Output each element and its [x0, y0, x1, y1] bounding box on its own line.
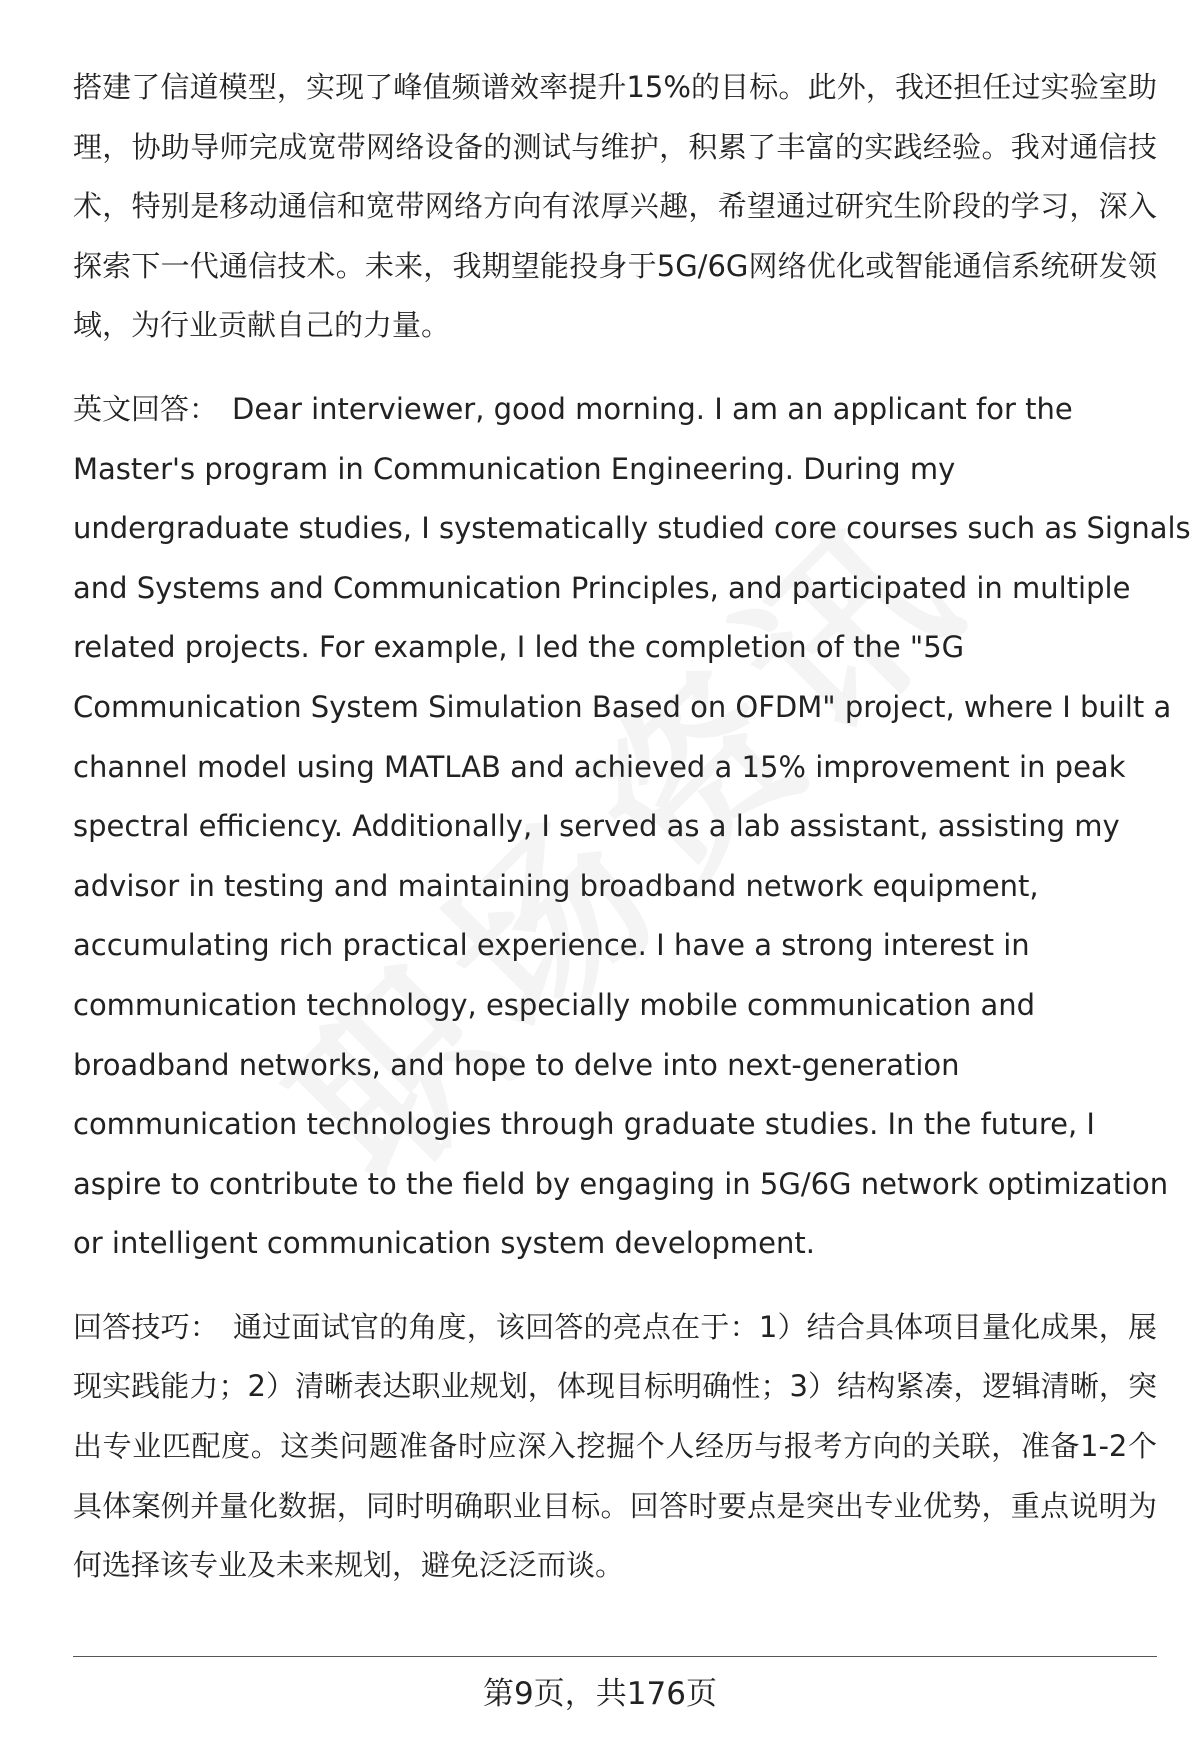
english-answer-text: communication technology, especially mobile communication and	[73, 987, 1036, 1022]
english-answer-line	[73, 1036, 1157, 1096]
page-number: 第9页，共176页	[483, 1676, 717, 1712]
english-answer-line	[73, 916, 1157, 976]
answer-tips-label: 回答技巧：	[73, 1309, 220, 1344]
english-answer-text: undergraduate studies, I systematically studied core courses such as Signals	[73, 511, 1191, 546]
english-answer-line	[73, 618, 1157, 678]
english-answer-text: accumulating rich practical experience. I have a strong interest in	[73, 928, 1030, 963]
answer-tips-text: 通过面试官的角度，该回答的亮点在于：1）结合具体项目量化成果，展现实践能力；2）清晰表达职业规划，体现目标明确性；3）结构紧凑，逻辑清晰，突出专业匹配度。这类问题准备时应深入挖掘个人经历与报考方向的关联，准备1-2个具体案例并量化数据，同时明确职业目标。回答时要点是突出专业优势，重点说明为何选择该专业及未来规划，避免泛泛而谈。	[73, 1309, 1157, 1583]
english-answer-text: communication technologies through graduate studies. In the future, I	[73, 1107, 1095, 1142]
footer-divider	[73, 1656, 1157, 1657]
english-answer-line	[73, 499, 1191, 559]
english-answer-line	[73, 976, 1157, 1036]
english-answer-text: or intelligent communication system development.	[73, 1226, 815, 1261]
english-answer-line	[73, 440, 1157, 500]
english-answer-paragraph	[73, 380, 1191, 1274]
english-answer-text: aspire to contribute to the field by engaging in 5G/6G network optimization	[73, 1166, 1169, 1201]
english-answer-text: channel model using MATLAB and achieved a 15% improvement in peak	[73, 749, 1126, 784]
english-answer-line	[73, 738, 1157, 798]
english-answer-text: and Systems and Communication Principles, and participated in multiple	[73, 570, 1131, 605]
english-answer-line	[73, 1155, 1169, 1215]
english-answer-text: broadband networks, and hope to delve into next-generation	[73, 1047, 960, 1082]
english-answer-text: Dear interviewer, good morning. I am an applicant for the	[232, 391, 1073, 426]
english-answer-line	[73, 797, 1157, 857]
english-answer-text: advisor in testing and maintaining broadband network equipment,	[73, 868, 1039, 903]
document-body	[73, 58, 1191, 1596]
english-answer-text: spectral efficiency. Additionally, I served as a lab assistant, assisting my	[73, 809, 1120, 844]
answer-tips-paragraph	[73, 1298, 1157, 1596]
english-answer-text: related projects. For example, I led the completion of the "5G	[73, 630, 965, 665]
english-answer-line	[73, 857, 1157, 917]
english-answer-line	[73, 1095, 1157, 1155]
english-answer-text: Master's program in Communication Engineering. During my	[73, 451, 956, 486]
english-answer-line	[73, 678, 1172, 738]
english-answer-line	[73, 1214, 1157, 1274]
english-answer-label: 英文回答：	[73, 391, 219, 426]
english-answer-line	[73, 380, 1157, 440]
english-answer-line	[73, 559, 1157, 619]
chinese-answer-continued: 搭建了信道模型，实现了峰值频谱效率提升15%的目标。此外，我还担任过实验室助理，协助导师完成宽带网络设备的测试与维护，积累了丰富的实践经验。我对通信技术，特别是移动通信和宽带网络方向有浓厚兴趣，希望通过研究生阶段的学习，深入探索下一代通信技术。未来，我期望能投身于5G/6G网络优化或智能通信系统研发领域，为行业贡献自己的力量。	[73, 70, 1157, 343]
english-answer-text: Communication System Simulation Based on OFDM" project, where I built a	[73, 689, 1172, 724]
